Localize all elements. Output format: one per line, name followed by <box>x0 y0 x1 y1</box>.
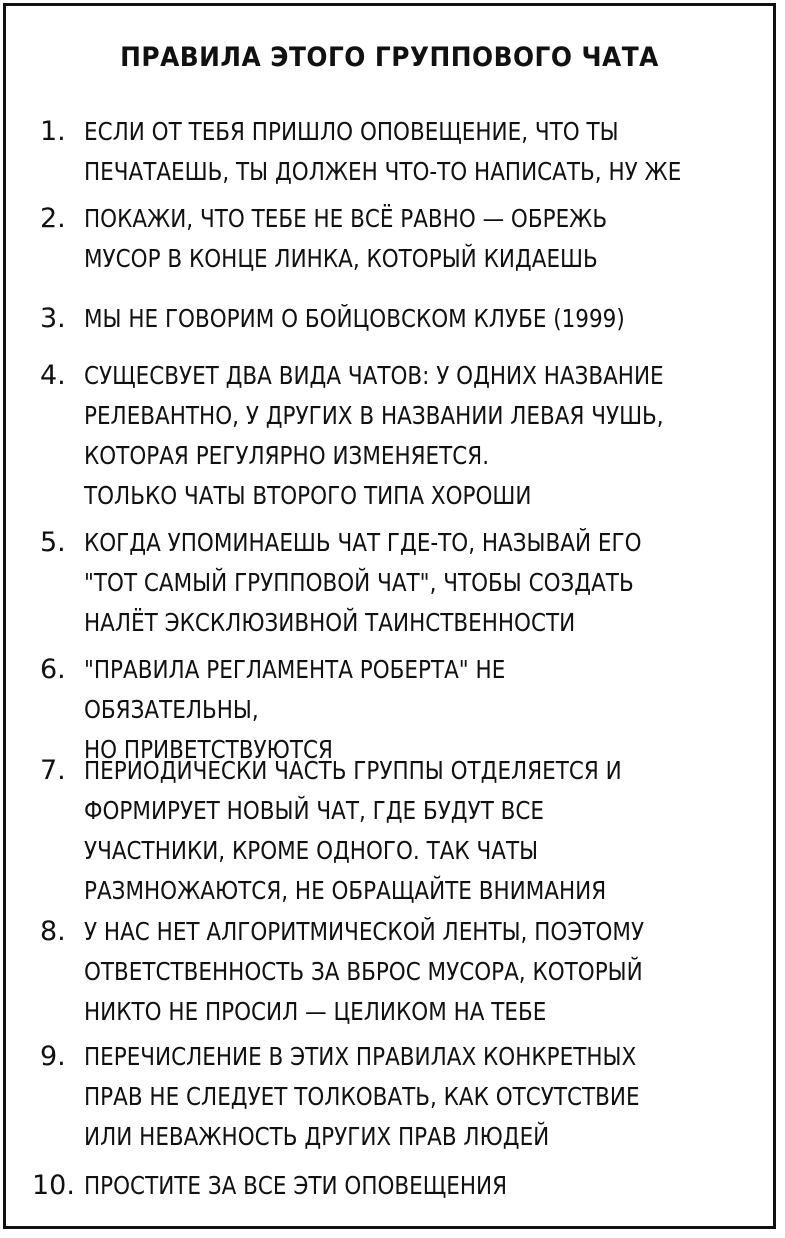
rule-number: 10. <box>32 1170 75 1201</box>
rule-text: СУЩЕСВУЕТ ДВА ВИДА ЧАТОВ: У ОДНИХ НАЗВАНИЕ РЕЛЕВАНТНО, У ДРУГИХ В НАЗВАНИИ ЛЕВАЯ ЧУШЬ, КОТОРАЯ РЕГУЛЯРНО ИЗМЕНЯЕТСЯ. ТОЛЬКО ЧАТЫ ВТОРОГО ТИПА ХОРОШИ <box>84 361 664 510</box>
rule-text: ЕСЛИ ОТ ТЕБЯ ПРИШЛО ОПОВЕЩЕНИЕ, ЧТО ТЫ ПЕЧАТАЕШЬ, ТЫ ДОЛЖЕН ЧТО-ТО НАПИСАТЬ, НУ ЖЕ <box>84 117 682 186</box>
comic-panel <box>3 3 776 1229</box>
comic-title: ПРАВИЛА ЭТОГО ГРУППОВОГО ЧАТА <box>120 42 659 73</box>
rule-text: ПЕРЕЧИСЛЕНИЕ В ЭТИХ ПРАВИЛАХ КОНКРЕТНЫХ ПРАВ НЕ СЛЕДУЕТ ТОЛКОВАТЬ, КАК ОТСУТСТВИЕ ИЛИ НЕВАЖНОСТЬ ДРУГИХ ПРАВ ЛЮДЕЙ <box>84 1042 640 1151</box>
rule-text: КОГДА УПОМИНАЕШЬ ЧАТ ГДЕ-ТО, НАЗЫВАЙ ЕГО "ТОТ САМЫЙ ГРУППОВОЙ ЧАТ", ЧТОБЫ СОЗДАТЬ НАЛЁТ ЭКСКЛЮЗИВНОЙ ТАИНСТВЕННОСТИ <box>84 528 642 637</box>
rule-number: 3. <box>40 303 66 334</box>
rule-text: "ПРАВИЛА РЕГЛАМЕНТА РОБЕРТА" НЕ ОБЯЗАТЕЛЬНЫ, НО ПРИВЕТСТВУЮТСЯ <box>84 655 506 764</box>
rule-number: 9. <box>40 1041 66 1072</box>
rule-text: МЫ НЕ ГОВОРИМ О БОЙЦОВСКОМ КЛУБЕ (1999) <box>84 304 625 333</box>
rule-number: 4. <box>40 360 66 391</box>
rule-text: ПЕРИОДИЧЕСКИ ЧАСТЬ ГРУППЫ ОТДЕЛЯЕТСЯ И ФОРМИРУЕТ НОВЫЙ ЧАТ, ГДЕ БУДУТ ВСЕ УЧАСТНИКИ, КРОМЕ ОДНОГО. ТАК ЧАТЫ РАЗМНОЖАЮТСЯ, НЕ ОБРАЩАЙТЕ ВНИМАНИЯ <box>84 756 622 905</box>
rule-number: 5. <box>40 527 66 558</box>
rule-number: 7. <box>40 755 66 786</box>
rule-number: 2. <box>40 203 66 234</box>
rule-number: 8. <box>40 916 66 947</box>
rule-number: 1. <box>40 116 66 147</box>
rule-text: У НАС НЕТ АЛГОРИТМИЧЕСКОЙ ЛЕНТЫ, ПОЭТОМУ ОТВЕТСТВЕННОСТЬ ЗА ВБРОС МУСОРА, КОТОРЫЙ НИКТО НЕ ПРОСИЛ — ЦЕЛИКОМ НА ТЕБЕ <box>84 917 645 1026</box>
rule-number: 6. <box>40 654 66 685</box>
rule-text: ПРОСТИТЕ ЗА ВСЕ ЭТИ ОПОВЕЩЕНИЯ <box>84 1171 508 1200</box>
rule-text: ПОКАЖИ, ЧТО ТЕБЕ НЕ ВСЁ РАВНО — ОБРЕЖЬ МУСОР В КОНЦЕ ЛИНКА, КОТОРЫЙ КИДАЕШЬ <box>84 204 608 273</box>
